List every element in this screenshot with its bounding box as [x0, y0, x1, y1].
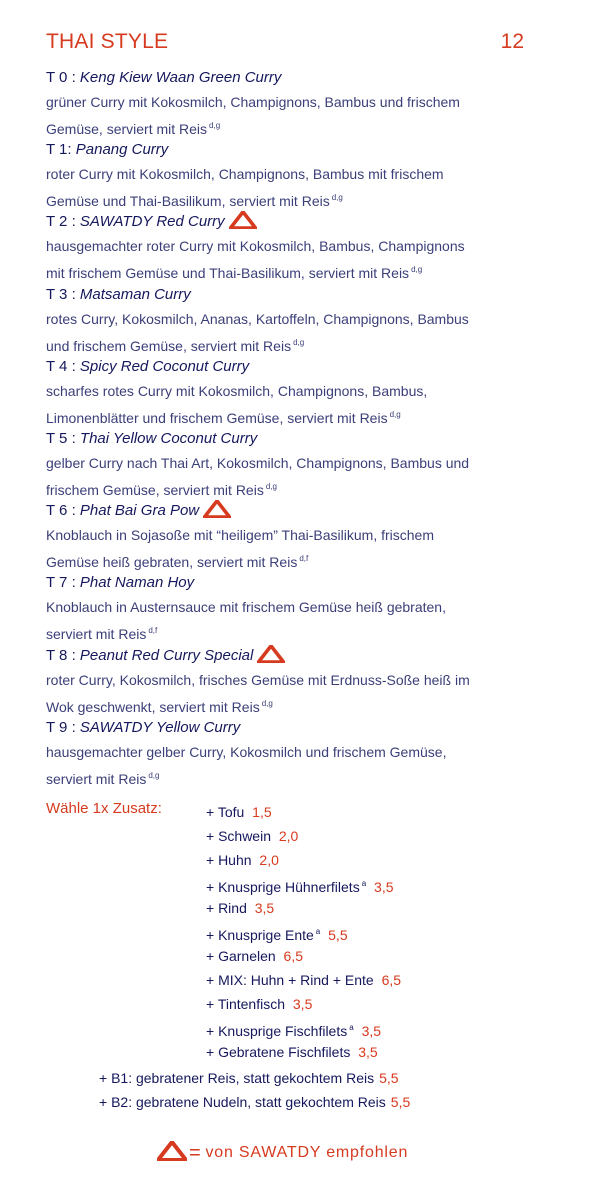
menu-item: [46, 283, 566, 358]
dish-code: T 8 :: [46, 646, 80, 664]
extra-price: 3,5: [289, 996, 313, 1012]
description-line: [46, 451, 566, 475]
description-line: [46, 114, 566, 141]
menu-item: [46, 716, 566, 791]
extra-allergen: a: [315, 927, 321, 936]
upgrade-option: [99, 1090, 410, 1114]
allergen-codes: d,f: [299, 554, 309, 564]
dish-description: [46, 451, 566, 502]
extra-name: + Tintenfisch: [206, 996, 285, 1012]
dish-code: T 2 :: [46, 213, 80, 231]
dish-name: Panang Curry: [75, 141, 169, 159]
dish-title: [46, 355, 566, 379]
description-text: gelber Curry nach Thai Art, Kokosmilch, Champignons, Bambus und: [46, 455, 470, 471]
upgrade-option: [99, 1066, 410, 1090]
description-text: roter Curry, Kokosmilch, frisches Gemüse mit Erdnuss-Soße heiß im: [46, 671, 470, 688]
description-line: [46, 692, 566, 719]
dish-code: T 0 :: [46, 69, 80, 86]
dish-name: Peanut Red Curry Special: [79, 646, 254, 664]
dish-name: Keng Kiew Waan Green Curry: [79, 69, 282, 86]
description-line: [46, 162, 566, 186]
description-text: grüner Curry mit Kokosmilch, Champignons, Bambus und frischem: [46, 94, 460, 110]
dish-description: [46, 90, 566, 141]
description-line: [46, 331, 566, 358]
description-text: und frischem Gemüse, serviert mit Reis: [46, 337, 292, 354]
description-text: Knoblauch in Sojasoße mit “heiligem” Thai-Basilikum, frischem: [46, 527, 435, 544]
legend-text: von SAWATDY empfohlen: [205, 1144, 409, 1161]
dish-description: [46, 595, 566, 646]
extra-price: 6,5: [377, 972, 402, 988]
dish-name: Matsaman Curry: [79, 285, 191, 303]
extra-allergen: a: [361, 879, 367, 888]
description-text: Gemüse heiß gebraten, serviert mit Reis: [46, 554, 298, 571]
description-text: Knoblauch in Austernsauce mit frischem Gemüse heiß gebraten,: [46, 599, 446, 616]
dish-title: [46, 716, 566, 740]
extra-price: 3,5: [250, 900, 275, 916]
menu-header: [46, 30, 524, 60]
upgrade-price: 5,5: [379, 1070, 399, 1086]
dish-code: T 7 :: [46, 574, 80, 592]
description-line: [46, 307, 566, 331]
extra-price: 2,0: [255, 852, 279, 868]
dish-description: [46, 379, 566, 430]
description-line: [46, 379, 566, 403]
description-text: roter Curry mit Kokosmilch, Champignons, Bambus mit frischem: [46, 166, 444, 183]
description-line: [46, 764, 566, 791]
menu-item: [46, 138, 566, 213]
allergen-codes: d,g: [389, 409, 401, 419]
dish-title: [46, 644, 566, 668]
description-text: scharfes rotes Curry mit Kokosmilch, Champignons, Bambus,: [46, 382, 428, 399]
dish-code: T 4 :: [46, 357, 80, 375]
extra-name: + Knusprige Fischfilets: [206, 1023, 348, 1039]
dish-name: Phat Naman Hoy: [79, 574, 195, 592]
extra-name: + Rind: [206, 900, 247, 916]
dish-title: [46, 283, 566, 307]
recommended-triangle-icon: [157, 1141, 187, 1166]
upgrade-price: 5,5: [390, 1094, 411, 1110]
dish-code: T 1:: [46, 141, 76, 159]
extra-price: 3,5: [370, 879, 394, 895]
extra-name: + MIX: Huhn + Rind + Ente: [206, 972, 374, 988]
description-text: Limonenblätter und frischem Gemüse, serviert mit Reis: [46, 409, 388, 426]
description-text: serviert mit Reis: [46, 770, 147, 787]
description-text: hausgemachter gelber Curry, Kokosmilch und frischem Gemüse,: [46, 743, 447, 760]
extra-option: [206, 896, 401, 920]
dish-description: [46, 740, 566, 791]
extra-option: [206, 824, 401, 848]
allergen-codes: d,g: [261, 698, 273, 708]
dish-title: [46, 571, 566, 595]
description-line: [46, 258, 566, 285]
upgrade-name: + B2: gebratene Nudeln, statt gekochtem Reis: [99, 1094, 386, 1110]
extra-price: 6,5: [279, 948, 304, 964]
description-text: rotes Curry, Kokosmilch, Ananas, Kartoffeln, Champignons, Bambus: [46, 310, 469, 327]
description-line: [46, 595, 566, 619]
description-text: serviert mit Reis: [46, 626, 147, 643]
allergen-codes: d,g: [148, 770, 160, 780]
extra-name: + Gebratene Fischfilets: [206, 1044, 351, 1060]
upgrade-list: [99, 1066, 410, 1114]
description-text: Gemüse und Thai-Basilikum, serviert mit Reis: [46, 193, 330, 210]
extra-option: [206, 920, 401, 944]
recommended-triangle-icon: [257, 645, 285, 671]
extra-option: [206, 848, 401, 872]
description-text: frischem Gemüse, serviert mit Reis: [46, 482, 264, 498]
allergen-codes: d,g: [331, 193, 343, 203]
extra-option: [206, 1040, 401, 1064]
dish-code: T 9 :: [46, 718, 80, 736]
menu-item: [46, 210, 566, 285]
extra-price: 2,0: [274, 828, 299, 844]
upgrade-name: + B1: gebratener Reis, statt gekochtem Reis: [99, 1070, 375, 1086]
allergen-codes: d,g: [293, 337, 305, 347]
dish-description: [46, 234, 566, 285]
menu-item: [46, 644, 566, 719]
allergen-codes: d,g: [411, 265, 423, 275]
menu-item: [46, 427, 566, 502]
extras-list: [206, 800, 401, 1064]
extra-name: + Schwein: [206, 828, 271, 844]
menu-item: [46, 499, 566, 574]
dish-description: [46, 523, 566, 574]
extra-price: 1,5: [248, 804, 272, 820]
menu-item: [46, 571, 566, 646]
extra-name: + Garnelen: [206, 948, 276, 964]
extra-allergen: a: [349, 1023, 354, 1032]
extra-price: 3,5: [354, 1044, 378, 1060]
dish-name: Phat Bai Gra Pow: [79, 502, 200, 520]
dish-title: [46, 427, 566, 451]
description-line: [46, 90, 566, 114]
description-text: Wok geschwenkt, serviert mit Reis: [46, 698, 260, 715]
dish-title: [46, 138, 566, 162]
description-line: [46, 619, 566, 646]
extra-option: [206, 968, 401, 992]
dish-description: [46, 307, 566, 358]
description-line: [46, 547, 566, 574]
dish-name: Thai Yellow Coconut Curry: [79, 430, 258, 447]
description-line: [46, 234, 566, 258]
dish-code: T 3 :: [46, 285, 80, 303]
description-text: Gemüse, serviert mit Reis: [46, 121, 208, 137]
page-number: 12: [500, 30, 524, 53]
extra-option: [206, 1016, 401, 1040]
extra-name: + Huhn: [206, 852, 252, 868]
extras-label: Wähle 1x Zusatz:: [46, 800, 162, 817]
dish-description: [46, 668, 566, 719]
dish-name: SAWATDY Yellow Curry: [79, 718, 241, 736]
dish-name: Spicy Red Coconut Curry: [79, 357, 250, 375]
description-line: [46, 668, 566, 692]
menu-item: [46, 66, 566, 141]
allergen-codes: d,g: [209, 121, 221, 130]
extra-price: 5,5: [324, 927, 348, 943]
description-line: [46, 475, 566, 502]
dish-title: [46, 66, 566, 90]
dish-code: T 5 :: [46, 430, 80, 447]
description-text: hausgemachter roter Curry mit Kokosmilch, Bambus, Champignons: [46, 238, 465, 255]
dish-title: [46, 210, 566, 234]
dish-description: [46, 162, 566, 213]
section-title: THAI STYLE: [46, 30, 169, 53]
description-line: [46, 403, 566, 430]
extra-price: 3,5: [357, 1023, 382, 1039]
extra-option: [206, 944, 401, 968]
dish-name: SAWATDY Red Curry: [79, 213, 225, 231]
dish-title: [46, 499, 566, 523]
extra-name: + Knusprige Ente: [206, 927, 314, 943]
dish-code: T 6 :: [46, 502, 80, 520]
description-text: mit frischem Gemüse und Thai-Basilikum, serviert mit Reis: [46, 265, 410, 282]
description-line: [46, 523, 566, 547]
extra-option: [206, 872, 401, 896]
extra-option: [206, 992, 401, 1016]
extra-name: + Tofu: [206, 804, 245, 820]
description-line: [46, 186, 566, 213]
legend-equals: =: [189, 1141, 202, 1164]
allergen-codes: d,f: [148, 626, 158, 636]
description-line: [46, 740, 566, 764]
legend: [157, 1140, 408, 1166]
menu-item: [46, 355, 566, 430]
extra-option: [206, 800, 401, 824]
extra-name: + Knusprige Hühnerfilets: [206, 879, 360, 895]
allergen-codes: d,g: [265, 482, 277, 491]
